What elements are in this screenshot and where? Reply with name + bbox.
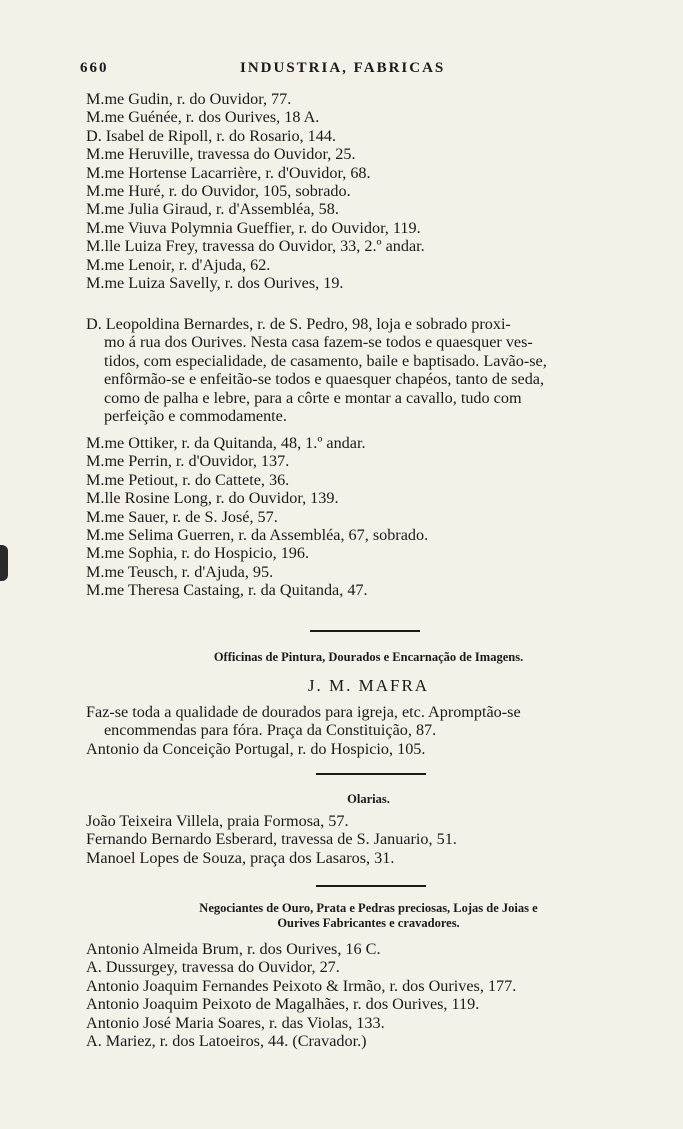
section-divider (316, 885, 426, 887)
entry-line: A. Dussurgey, travessa do Ouvidor, 27. (86, 958, 340, 977)
ink-stain (0, 545, 8, 581)
entry-line: Antonio Joaquim Fernandes Peixoto & Irmão, r. dos Ourives, 177. (86, 976, 517, 995)
list-item: M.me Petiout, r. do Cattete, 36. (86, 470, 290, 489)
section-divider (316, 773, 426, 775)
entry-line: A. Mariez, r. dos Latoeiros, 44. (Cravador.) (86, 1032, 367, 1051)
section-ouro-body (86, 940, 651, 1050)
entry-line: encommendas para fóra. Praça da Constituição, 87. (104, 721, 437, 740)
list-item: M.me Ottiker, r. da Quitanda, 48, 1.º andar. (86, 434, 366, 452)
list-item: M.me Hortense Lacarrière, r. d'Ouvidor, 68. (86, 163, 371, 182)
entry-line: tidos, com especialidade, de casamento, baile e baptisado. Lavão-se, (104, 351, 547, 370)
list-item: M.me Heruville, travessa do Ouvidor, 25. (86, 145, 356, 164)
section-heading-line: Ourives Fabricantes e cravadores. (277, 916, 460, 930)
section-heading-ouro (86, 901, 651, 931)
list-item: M.me Huré, r. do Ouvidor, 105, sobrado. (86, 182, 351, 201)
entry-line: Faz-se toda a qualidade de dourados para igreja, etc. Apromptão-se (86, 703, 521, 721)
entry-leopoldina (86, 315, 651, 425)
list-item: M.me Gudin, r. do Ouvidor, 77. (86, 90, 292, 108)
section-heading-olarias: Olarias. (347, 792, 390, 806)
list-item: M.me Selima Guerren, r. da Assembléa, 67, sobrado. (86, 526, 429, 545)
entry-line: perfeição e commodamente. (104, 407, 287, 426)
page-number: 660 (80, 60, 109, 76)
list-item: M.me Luiza Savelly, r. dos Ourives, 19. (86, 274, 344, 293)
entry-line: Antonio Joaquim Peixoto de Magalhães, r. dos Ourives, 119. (86, 995, 480, 1014)
entry-line: Antonio da Conceição Portugal, r. do Hospicio, 105. (86, 739, 426, 758)
list-top (86, 90, 651, 292)
list-bottom (86, 434, 651, 600)
business-name: J. M. MAFRA (307, 676, 430, 695)
section-divider (310, 630, 420, 632)
section-heading-pintura: Officinas de Pintura, Dourados e Encarnação de Imagens. (213, 650, 524, 664)
list-item: D. Isabel de Ripoll, r. do Rosario, 144. (86, 126, 336, 145)
section-heading-line: Negociantes de Ouro, Prata e Pedras preciosas, Lojas de Joias e (199, 901, 538, 915)
list-item: M.me Guénée, r. dos Ourives, 18 A. (86, 108, 320, 127)
entry-line: Manoel Lopes de Souza, praça dos Lasaros, 31. (86, 848, 395, 867)
entry-line: mo á rua dos Ourives. Nesta casa fazem-se todos e quaesquer ves- (104, 333, 533, 352)
list-item: M.me Lenoir, r. d'Ajuda, 62. (86, 255, 271, 274)
entry-line: D. Leopoldina Bernardes, r. de S. Pedro, 98, loja e sobrado proxi- (86, 315, 511, 333)
section-pintura-body (86, 703, 651, 758)
list-item: M.me Julia Giraud, r. d'Assembléa, 58. (86, 200, 339, 219)
list-item: M.me Viuva Polymnia Gueffier, r. do Ouvidor, 119. (86, 218, 421, 237)
list-item: M.lle Luiza Frey, travessa do Ouvidor, 33, 2.º andar. (86, 237, 425, 256)
list-item: M.lle Rosine Long, r. do Ouvidor, 139. (86, 489, 339, 508)
list-item: M.me Perrin, r. d'Ouvidor, 137. (86, 452, 290, 471)
entry-line: Antonio José Maria Soares, r. das Violas, 133. (86, 1013, 385, 1032)
list-item: M.me Theresa Castaing, r. da Quitanda, 47. (86, 581, 368, 600)
entry-line: Fernando Bernardo Esberard, travessa de S. Januario, 51. (86, 830, 457, 849)
entry-line: Antonio Almeida Brum, r. dos Ourives, 16 C. (86, 940, 381, 958)
entry-line: João Teixeira Villela, praia Formosa, 57. (86, 812, 349, 830)
section-olarias-body (86, 812, 651, 867)
page-title: INDUSTRIA, FABRICAS (240, 60, 446, 76)
entry-line: como de palha e lebre, para a côrte e montar a cavallo, tudo com (104, 388, 522, 407)
list-item: M.me Sauer, r. de S. José, 57. (86, 507, 278, 526)
page-header (80, 60, 620, 82)
entry-line: enfôrmão-se e enfeitão-se todos e quaesquer chapéos, tanto de seda, (104, 370, 545, 389)
list-item: M.me Sophia, r. do Hospicio, 196. (86, 544, 310, 563)
list-item: M.me Teusch, r. d'Ajuda, 95. (86, 562, 274, 581)
